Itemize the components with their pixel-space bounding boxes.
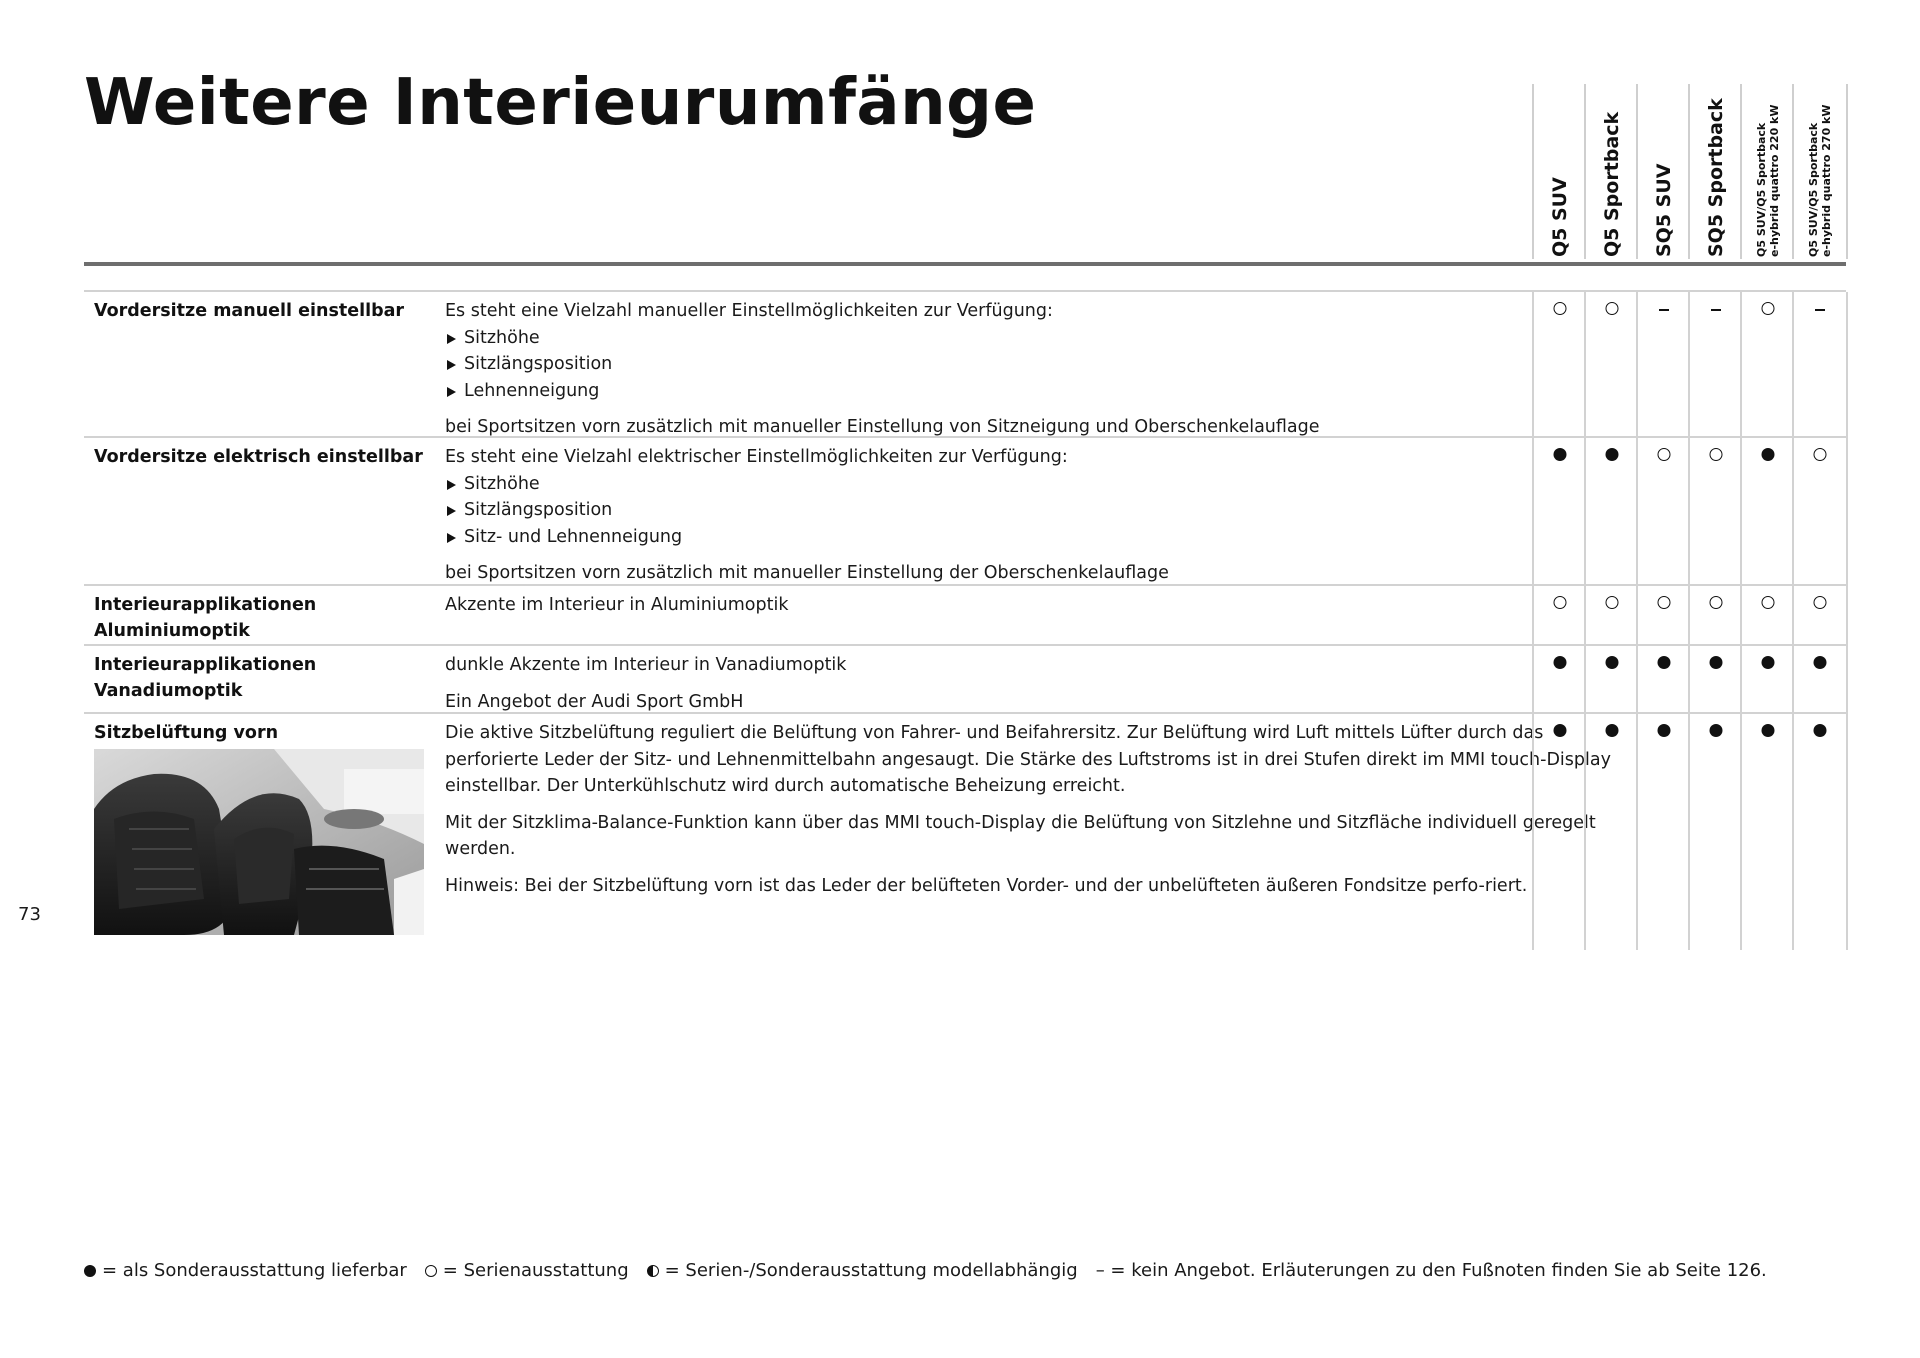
empty-circle-icon [1762, 302, 1775, 315]
filled-circle-icon [1658, 656, 1671, 669]
header-rule [84, 262, 1846, 266]
description-paragraph: Mit der Sitzklima-Balance-Funktion kann über das MMI touch-Display die Belüftung von Sitzlehne und Sitzfläche individuell geregelt werden. [445, 812, 1596, 859]
description-text: Akzente im Interieur in Aluminiumoptik [445, 595, 789, 615]
description-note: bei Sportsitzen vorn zusätzlich mit manueller Einstellung der Oberschenkelauflage [445, 563, 1169, 583]
filled-circle-icon [1710, 656, 1723, 669]
empty-circle-icon [1554, 596, 1567, 609]
feature-name: Vordersitze elektrisch einstellbar [94, 447, 423, 467]
column-header-q5-suv [1532, 84, 1586, 259]
legend-text: = als Sonderausstattung lieferbar [102, 1260, 407, 1281]
availability-cell-sq5-sportback [1688, 438, 1742, 586]
column-label: SQ5 SUV [1653, 163, 1675, 257]
filled-circle-icon [1554, 724, 1567, 737]
availability-cell-q5-suv [1532, 586, 1586, 646]
availability-cell-ehybrid-220 [1740, 292, 1794, 438]
feature-description [445, 444, 1615, 597]
availability-cell-q5-suv [1532, 646, 1586, 714]
list-item: Sitzhöhe [445, 325, 1615, 352]
feature-name-line1: Interieurapplikationen [94, 655, 317, 675]
feature-name: Vordersitze manuell einstellbar [94, 301, 405, 321]
legend-item-standard [425, 1260, 629, 1281]
table-row [84, 436, 1846, 586]
column-header-ehybrid-270 [1792, 84, 1848, 259]
availability-cell-ehybrid-220 [1740, 586, 1794, 646]
availability-cell-q5-sportback [1584, 438, 1638, 586]
table-row [84, 290, 1846, 438]
empty-circle-icon [1710, 596, 1723, 609]
feature-name-line2: Aluminiumoptik [94, 621, 250, 641]
feature-description [445, 720, 1615, 909]
dash-icon [1711, 309, 1721, 311]
description-intro: Es steht eine Vielzahl elektrischer Einstellmöglichkeiten zur Verfügung: [445, 447, 1068, 467]
feature-name: Sitzbelüftung vorn [94, 723, 279, 743]
feature-name [94, 592, 434, 644]
column-label-line2: e-hybrid quattro 220 kW [1768, 104, 1781, 257]
empty-circle-icon [1658, 448, 1671, 461]
availability-cell-sq5-suv [1636, 292, 1690, 438]
table-row [84, 712, 1846, 950]
column-label: Q5 Sportback [1601, 111, 1623, 257]
availability-cell-q5-sportback [1584, 586, 1638, 646]
list-item: Sitzlängsposition [445, 497, 1615, 524]
page-number: 73 [18, 904, 41, 925]
bullet-list [445, 325, 1615, 405]
bullet-list [445, 471, 1615, 551]
feature-name [94, 652, 434, 704]
availability-cell-q5-sportback [1584, 714, 1638, 950]
availability-cell-ehybrid-220 [1740, 714, 1794, 950]
column-label-line1: Q5 SUV/Q5 Sportback [1807, 122, 1820, 257]
empty-circle-icon [425, 1265, 437, 1277]
ventilated-seat-image [94, 749, 424, 935]
empty-circle-icon [1710, 448, 1723, 461]
description-text: dunkle Akzente im Interieur in Vanadiumoptik [445, 655, 847, 675]
availability-cell-q5-suv [1532, 292, 1586, 438]
feature-description [445, 298, 1615, 451]
column-header-sq5-sportback [1688, 84, 1742, 259]
availability-cell-q5-sportback [1584, 646, 1638, 714]
empty-circle-icon [1814, 596, 1827, 609]
legend [84, 1260, 1785, 1281]
filled-circle-icon [1606, 448, 1619, 461]
list-item: Sitzhöhe [445, 471, 1615, 498]
availability-cell-ehybrid-270 [1792, 438, 1848, 586]
filled-circle-icon [1762, 724, 1775, 737]
empty-circle-icon [1606, 302, 1619, 315]
column-label [1807, 105, 1833, 258]
filled-circle-icon [1710, 724, 1723, 737]
availability-cell-q5-suv [1532, 714, 1586, 950]
column-header-sq5-suv [1636, 84, 1690, 259]
table-row [84, 644, 1846, 714]
dash-icon [1815, 309, 1825, 311]
empty-circle-icon [1554, 302, 1567, 315]
legend-text: = Serien-/Sonderausstattung modellabhängig [664, 1260, 1078, 1281]
availability-cell-sq5-suv [1636, 646, 1690, 714]
filled-circle-icon [1658, 724, 1671, 737]
availability-cell-sq5-sportback [1688, 586, 1742, 646]
availability-cell-q5-suv [1532, 438, 1586, 586]
feature-name-line2: Vanadiumoptik [94, 681, 243, 701]
availability-cell-sq5-suv [1636, 438, 1690, 586]
list-item: Lehnenneigung [445, 378, 1615, 405]
page-title: Weitere Interieurumfänge [84, 66, 1037, 140]
legend-text: = Serienausstattung [442, 1260, 629, 1281]
column-header-ehybrid-220 [1740, 84, 1794, 259]
legend-item-not-offered [1096, 1260, 1767, 1281]
legend-text: – = kein Angebot. Erläuterungen zu den Fußnoten finden Sie ab Seite 126. [1095, 1260, 1767, 1281]
empty-circle-icon [1814, 448, 1827, 461]
filled-circle-icon [1554, 448, 1567, 461]
description-note: bei Sportsitzen vorn zusätzlich mit manueller Einstellung von Sitzneigung und Oberschenkelauflage [445, 417, 1320, 437]
description-paragraph: Hinweis: Bei der Sitzbelüftung vorn ist das Leder der belüfteten Vorder- und der unbelüfteten äußeren Fondsitze perfo-riert. [445, 875, 1528, 896]
filled-circle-icon [1762, 448, 1775, 461]
description-note: Ein Angebot der Audi Sport GmbH [445, 691, 744, 712]
filled-circle-icon [1814, 656, 1827, 669]
availability-cell-sq5-suv [1636, 714, 1690, 950]
legend-item-optional [84, 1260, 407, 1281]
column-header-q5-sportback [1584, 84, 1638, 259]
filled-circle-icon [1606, 656, 1619, 669]
availability-cell-sq5-sportback [1688, 646, 1742, 714]
availability-cell-sq5-sportback [1688, 292, 1742, 438]
availability-cell-ehybrid-220 [1740, 438, 1794, 586]
empty-circle-icon [1762, 596, 1775, 609]
feature-name-line1: Interieurapplikationen [94, 595, 317, 615]
availability-cell-ehybrid-270 [1792, 646, 1848, 714]
dash-icon [1659, 309, 1669, 311]
legend-item-model-dependent [647, 1260, 1078, 1281]
description-intro: Es steht eine Vielzahl manueller Einstellmöglichkeiten zur Verfügung: [445, 301, 1053, 321]
availability-cell-sq5-sportback [1688, 714, 1742, 950]
table-row [84, 584, 1846, 646]
column-label-line1: Q5 SUV/Q5 Sportback [1755, 122, 1768, 257]
filled-circle-icon [1554, 656, 1567, 669]
column-label [1755, 105, 1781, 258]
empty-circle-icon [1658, 596, 1671, 609]
availability-cell-ehybrid-270 [1792, 586, 1848, 646]
filled-circle-icon [84, 1265, 96, 1277]
list-item: Sitzlängsposition [445, 351, 1615, 378]
filled-circle-icon [1762, 656, 1775, 669]
availability-cell-ehybrid-270 [1792, 292, 1848, 438]
column-label: Q5 SUV [1549, 177, 1571, 257]
column-label-line2: e-hybrid quattro 270 kW [1820, 104, 1833, 257]
list-item: Sitz- und Lehnenneigung [445, 524, 1615, 551]
filled-circle-icon [1814, 724, 1827, 737]
column-label: SQ5 Sportback [1705, 98, 1727, 257]
feature-description [445, 592, 1615, 629]
availability-cell-sq5-suv [1636, 586, 1690, 646]
filled-circle-icon [1606, 724, 1619, 737]
availability-cell-ehybrid-220 [1740, 646, 1794, 714]
availability-cell-q5-sportback [1584, 292, 1638, 438]
half-circle-icon [647, 1265, 659, 1277]
availability-cell-ehybrid-270 [1792, 714, 1848, 950]
description-paragraph: Die aktive Sitzbelüftung reguliert die Belüftung von Fahrer- und Beifahrersitz. Zur Belüftung wird Luft mittels Lüfter durch das perforierte Leder der Sitz- und Lehnenmittelbahn angesaugt. Die Stärke des Luftstroms ist in drei Stufen direkt im MMI touch-Display einstellbar. Der Unterkühlschutz wird durch automatische Beheizung erreicht. [445, 723, 1611, 796]
empty-circle-icon [1606, 596, 1619, 609]
